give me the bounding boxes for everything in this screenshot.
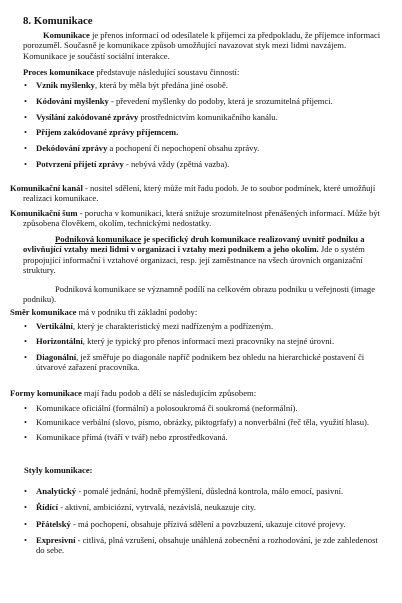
list-item (24, 403, 384, 413)
podnikova-text: Jde o systém propojující informační i vztahové organizaci, resp. její zaměstnance na všech úrovních organizační struktury. (23, 244, 365, 275)
list-item (24, 486, 384, 496)
podnikova-definition: je specifický druh komunikace realizovaný uvnitř podniku a ovlivňující vztahy mezi lidmi v organizaci i vztahy mezi podnikem a jeho okolím. (23, 234, 365, 255)
item-term: Vznik myšlenky (36, 80, 95, 90)
styly-list (24, 486, 384, 555)
smer-text: má v podniku tři základní podoby: (76, 307, 198, 317)
item-text: - aktivní, ambiciózní, vytrvalá, nezávislá, neukazuje city. (57, 502, 256, 513)
list-item (24, 321, 384, 331)
section-title: 8. Komunikace (23, 15, 93, 27)
bullet-icon: • (24, 127, 28, 138)
bullet-icon: • (24, 518, 28, 529)
item-text: - nebývá vždy (zpětná vazba). (123, 158, 230, 169)
item-term: Řídící (36, 502, 58, 513)
intro-term: Komunikace (43, 30, 90, 40)
bullet-icon: • (24, 111, 28, 122)
bullet-icon: • (24, 158, 28, 169)
item-text: - převedení myšlenky do podoby, která je srozumitelná příjemci. (108, 95, 333, 106)
item-text: - citlivá, plná vzrušení, obsahuje unáhlená zobecnění a rozhodování, je zde zahledenost do sebe. (36, 534, 378, 556)
formy-text: mají řadu podob a dělí se následujícím způsobem: (81, 388, 257, 398)
bullet-icon: • (24, 534, 28, 545)
list-item (24, 96, 384, 106)
styly-heading: Styly komunikace: (24, 465, 93, 475)
proces-heading (23, 67, 383, 77)
podnikova-paragraph (23, 234, 388, 275)
bullet-icon: • (24, 321, 28, 331)
list-item (24, 535, 384, 556)
list-item (24, 417, 384, 427)
item-text: - pomalé jednání, hodně přemýšlení, důsledná kontrola, málo emocí, pasivní. (76, 486, 344, 496)
item-term: Expresivní (36, 534, 76, 545)
smer-list (24, 321, 384, 372)
item-term: Přátelský (36, 518, 71, 529)
sum-text: - porucha v komunikaci, která snižuje srozumitelnost přenášených informací. Může být způsobena člověkem, okolím, technickými nedostatky. (23, 208, 380, 229)
sum-term: Komunikační šum (10, 208, 78, 218)
proces-list (24, 80, 384, 169)
item-term: Kódování myšlenky (36, 95, 109, 106)
bullet-icon: • (24, 95, 28, 106)
list-item (24, 80, 384, 90)
formy-heading (10, 388, 388, 398)
item-term: Diagonální (36, 351, 77, 362)
bullet-icon: • (24, 403, 28, 413)
smer-heading (10, 307, 388, 317)
item-term: Horizontální (36, 336, 83, 347)
podnikova-image-paragraph: Podniková komunikace se významně podílí na celkovém obrazu podniku u veřejnosti (image podniku). (23, 284, 376, 305)
list-item (24, 159, 384, 169)
item-text: a pochopení či nepochopení obsahu zprávy. (107, 143, 260, 154)
item-text: prostřednictvím komunikačního kanálu. (138, 111, 278, 122)
item-term: Dekódování zprávy (36, 143, 108, 154)
sum-paragraph (10, 208, 401, 229)
formy-list (24, 403, 384, 442)
list-item (24, 112, 384, 122)
smer-term: Směr komunikace (10, 307, 77, 317)
bullet-icon: • (24, 336, 28, 347)
proces-text: představuje následující soustavu činností: (94, 67, 240, 77)
bullet-icon: • (24, 417, 28, 428)
kanal-text: - nositel sdělení, který může mít řadu podob. Je to soubor podmínek, které umožňují realizaci komunikace. (23, 183, 376, 204)
intro-text: je přenos informací od odesílatele k příjemci za předpokladu, že příjemce informaci porozuměl. Současně je komunikace způsob umožňující navazovat styk mezi lidmi navzájem. Komunikace je součástí sociální interakce. (23, 30, 381, 61)
item-term: Analytický (36, 486, 77, 496)
item-term: Vysílání zakódované zprávy (36, 111, 139, 122)
item-text: , jež směřuje po diagonále napříč podnikem bez ohledu na hierarchické postavení či útvarové zařazení pracovníka. (36, 351, 365, 372)
list-item (24, 432, 384, 442)
bullet-icon: • (24, 143, 28, 154)
list-item (24, 336, 384, 346)
list-item (24, 352, 384, 373)
kanal-term: Komunikační kanál (10, 183, 83, 193)
item-text: , která by měla být předána jiné osobě. (94, 80, 228, 90)
list-item (24, 519, 384, 529)
kanal-paragraph (10, 183, 401, 204)
item-term: Příjem zakódované zprávy příjemcem. (36, 127, 179, 138)
proces-term: Proces komunikace (23, 67, 95, 77)
item-text: Komunikace oficiální (formální) a polosoukromá či soukromá (neformální). (36, 403, 298, 413)
bullet-icon: • (24, 351, 28, 362)
item-text: , který je charakteristický mezi nadřízeným a podřízeným. (72, 321, 274, 331)
podnikova-term: Podniková komunikace (55, 234, 142, 244)
formy-term: Formy komunikace (10, 388, 82, 398)
list-item (24, 502, 384, 512)
intro-paragraph (23, 30, 383, 61)
bullet-icon: • (24, 502, 28, 513)
list-item (24, 127, 384, 137)
item-text: , který je typický pro přenos informací mezi pracovníky na stejné úrovni. (82, 336, 335, 347)
list-item (24, 143, 384, 153)
bullet-icon: • (24, 431, 28, 442)
item-text: Komunikace verbální (slovo, písmo, obrázky, piktogrfafy) a nonverbální (řeč těla, využití hlasu). (36, 417, 370, 428)
item-term: Vertikální (36, 321, 73, 331)
item-text: Komunikace přímá (tváří v tvář) nebo zprostředkovaná. (36, 431, 228, 442)
item-text: - má pochopení, obsahuje přízivá sdělení a povzbuzení, ukazuje citové projevy. (70, 518, 346, 529)
bullet-icon: • (24, 80, 28, 90)
item-term: Potvrzení přijetí zprávy (36, 158, 124, 169)
bullet-icon: • (24, 486, 28, 496)
